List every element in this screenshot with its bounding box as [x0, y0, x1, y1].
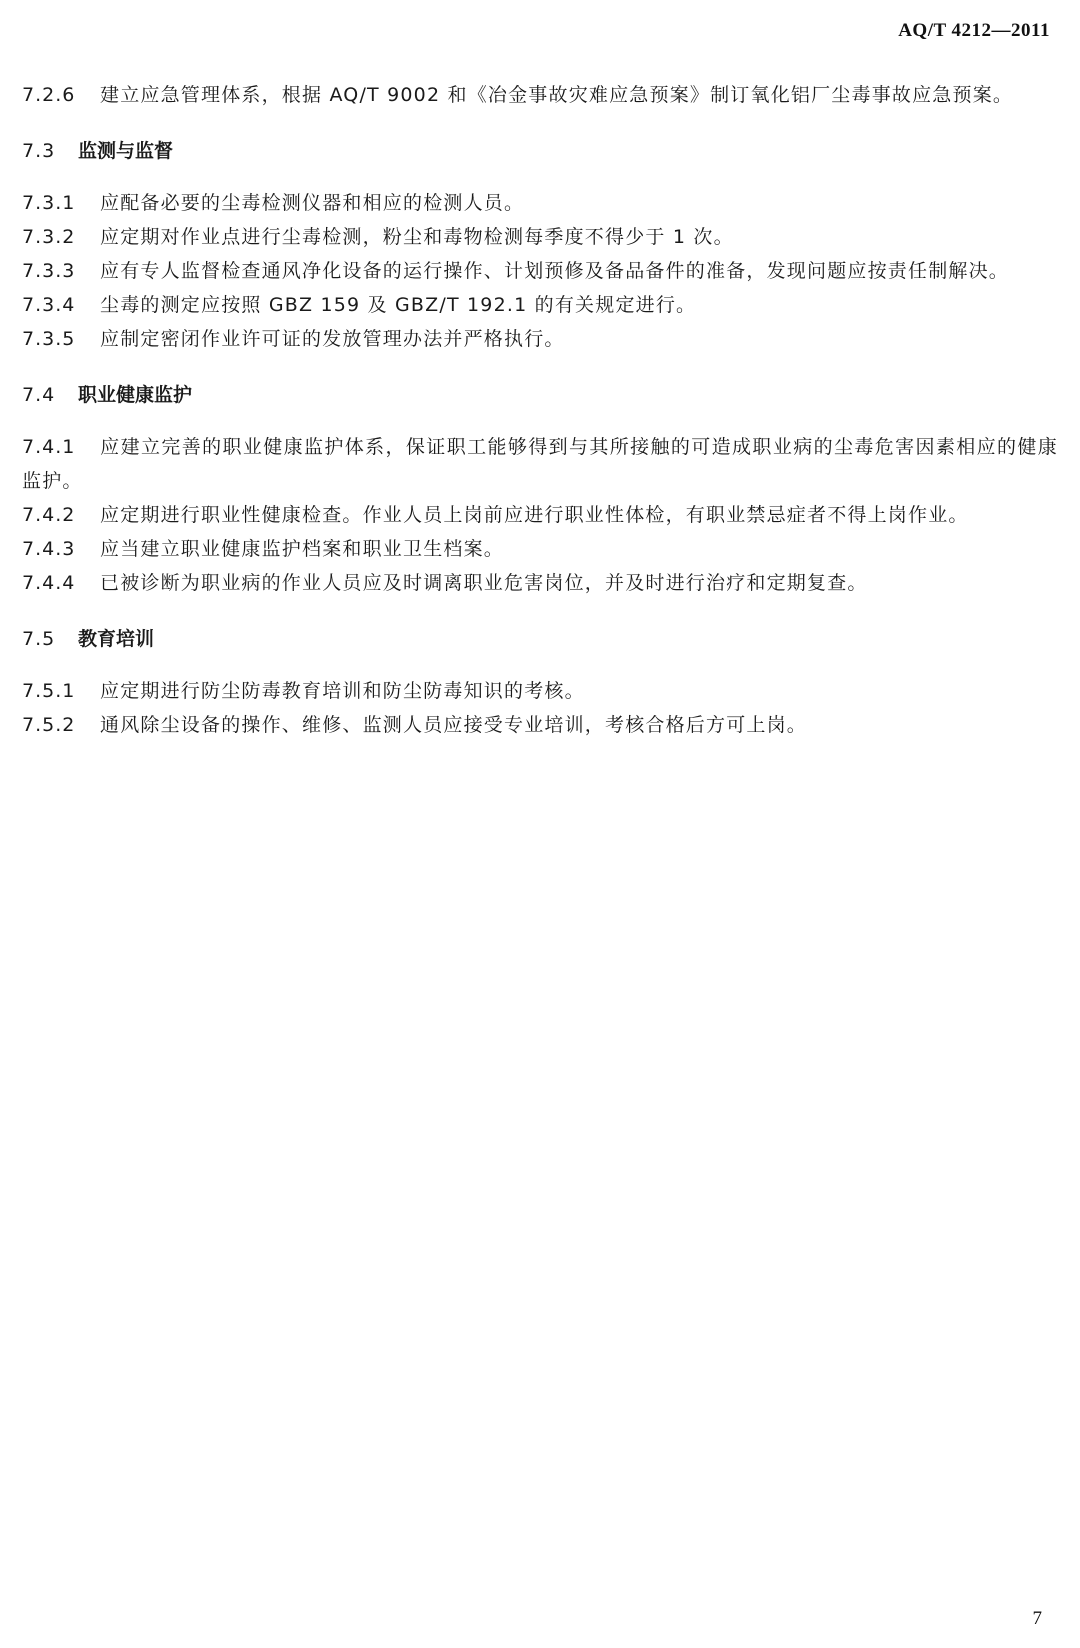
- clause-7-4-1: [22, 430, 1058, 498]
- clause-text: 通风除尘设备的操作、维修、监测人员应接受专业培训，考核合格后方可上岗。: [100, 714, 808, 736]
- clause-number: 7.3.3: [22, 260, 76, 282]
- clause-number: 7.4.3: [22, 538, 76, 560]
- section-number: 7.4: [22, 384, 56, 406]
- clause-text: 应制定密闭作业许可证的发放管理办法并严格执行。: [100, 328, 565, 350]
- clause-text: 应建立完善的职业健康监护体系，保证职工能够得到与其所接触的可造成职业病的尘毒危害因素相应的健康监护。: [22, 436, 1058, 492]
- standard-code: AQ/T 4212—2011: [898, 20, 1050, 41]
- clause-text: 应定期进行职业性健康检查。作业人员上岗前应进行职业性体检，有职业禁忌症者不得上岗作业。: [100, 504, 969, 526]
- section-title: 教育培训: [78, 628, 155, 650]
- clause-7-3-4: [22, 288, 1058, 322]
- clause-number: 7.3.4: [22, 294, 76, 316]
- clause-text: 建立应急管理体系，根据 AQ/T 9002 和《冶金事故灾难应急预案》制订氧化铝厂尘毒事故应急预案。: [100, 84, 1014, 106]
- clause-number: 7.4.1: [22, 436, 76, 458]
- section-title: 职业健康监护: [78, 384, 193, 406]
- clause-7-4-4: [22, 566, 1058, 600]
- clause-7-4-3: [22, 532, 1058, 566]
- clause-7-2-6: [22, 78, 1058, 112]
- clause-text: 尘毒的测定应按照 GBZ 159 及 GBZ/T 192.1 的有关规定进行。: [100, 294, 697, 316]
- clause-number: 7.2.6: [22, 84, 76, 106]
- clause-number: 7.3.1: [22, 192, 76, 214]
- clause-number: 7.4.4: [22, 572, 76, 594]
- clause-text: 已被诊断为职业病的作业人员应及时调离职业危害岗位，并及时进行治疗和定期复查。: [100, 572, 868, 594]
- clause-number: 7.3.5: [22, 328, 76, 350]
- clause-text: 应定期对作业点进行尘毒检测，粉尘和毒物检测每季度不得少于 1 次。: [100, 226, 734, 248]
- section-number: 7.3: [22, 140, 56, 162]
- section-number: 7.5: [22, 628, 56, 650]
- section-heading-7-4: [22, 378, 1058, 412]
- clause-text: 应配备必要的尘毒检测仪器和相应的检测人员。: [100, 192, 525, 214]
- clause-number: 7.5.2: [22, 714, 76, 736]
- clause-number: 7.4.2: [22, 504, 76, 526]
- section-title: 监测与监督: [78, 140, 174, 162]
- section-heading-7-5: [22, 622, 1058, 656]
- clause-text: 应定期进行防尘防毒教育培训和防尘防毒知识的考核。: [100, 680, 585, 702]
- document-body: [22, 78, 1058, 742]
- clause-7-3-5: [22, 322, 1058, 356]
- clause-text: 应有专人监督检查通风净化设备的运行操作、计划预修及备品备件的准备，发现问题应按责任制解决。: [100, 260, 1010, 282]
- clause-7-5-1: [22, 674, 1058, 708]
- clause-number: 7.5.1: [22, 680, 76, 702]
- clause-text: 应当建立职业健康监护档案和职业卫生档案。: [100, 538, 505, 560]
- clause-7-3-3: [22, 254, 1058, 288]
- page-number: 7: [1032, 1608, 1042, 1629]
- clause-7-3-1: [22, 186, 1058, 220]
- clause-7-5-2: [22, 708, 1058, 742]
- section-heading-7-3: [22, 134, 1058, 168]
- clause-7-4-2: [22, 498, 1058, 532]
- clause-7-3-2: [22, 220, 1058, 254]
- clause-number: 7.3.2: [22, 226, 76, 248]
